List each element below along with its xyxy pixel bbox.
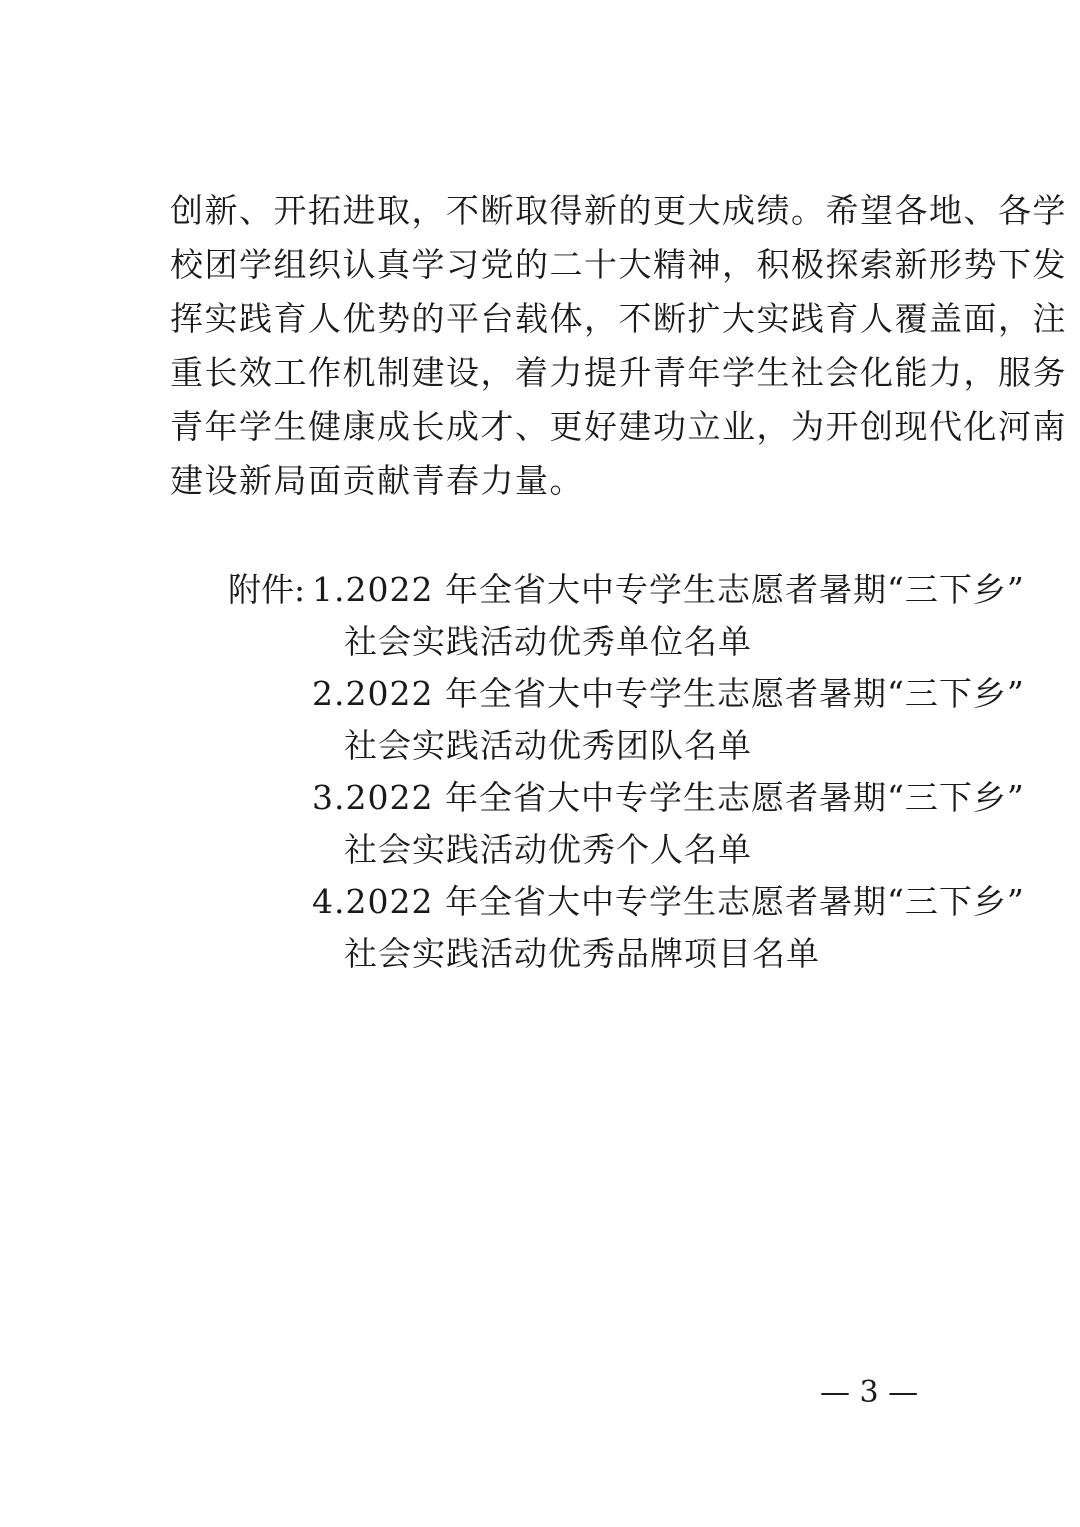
- attachment-item: [228, 564, 1025, 616]
- attachment-item: [228, 876, 1025, 928]
- body-paragraph: [170, 184, 1067, 508]
- attachment-title-continued: 社会实践活动优秀团队名单: [344, 726, 752, 765]
- attachment-title-continued: 社会实践活动优秀品牌项目名单: [344, 934, 820, 973]
- attachment-item-continuation: [228, 616, 928, 668]
- attachment-title: 4.2022 年全省大中专学生志愿者暑期“三下乡”: [312, 882, 1025, 921]
- body-line: 建设新局面贡献青春力量。: [170, 461, 584, 500]
- body-line: 创新、开拓进取，不断取得新的更大成绩。希望各地、各学: [170, 191, 1067, 230]
- attachment-item: [228, 668, 1025, 720]
- attachment-title-continued: 社会实践活动优秀个人名单: [344, 830, 752, 869]
- attachment-title: 2.2022 年全省大中专学生志愿者暑期“三下乡”: [312, 674, 1025, 713]
- page-number: — 3 —: [820, 1375, 919, 1410]
- attachment-item-continuation: [228, 928, 928, 980]
- attachment-item: [228, 772, 1025, 824]
- body-line: 挥实践育人优势的平台载体，不断扩大实践育人覆盖面，注: [170, 299, 1067, 338]
- attachment-title: 3.2022 年全省大中专学生志愿者暑期“三下乡”: [312, 778, 1025, 817]
- attachments-list: [228, 564, 1025, 980]
- body-line: 校团学组织认真学习党的二十大精神，积极探索新形势下发: [170, 245, 1067, 284]
- attachment-title-continued: 社会实践活动优秀单位名单: [344, 622, 752, 661]
- body-line: 重长效工作机制建设，着力提升青年学生社会化能力，服务: [170, 353, 1067, 392]
- attachments-label: 附件:: [228, 570, 306, 609]
- attachment-item-continuation: [228, 824, 928, 876]
- body-line: 青年学生健康成长成才、更好建功立业，为开创现代化河南: [170, 407, 1067, 446]
- attachment-title: 1.2022 年全省大中专学生志愿者暑期“三下乡”: [312, 570, 1025, 609]
- attachment-item-continuation: [228, 720, 928, 772]
